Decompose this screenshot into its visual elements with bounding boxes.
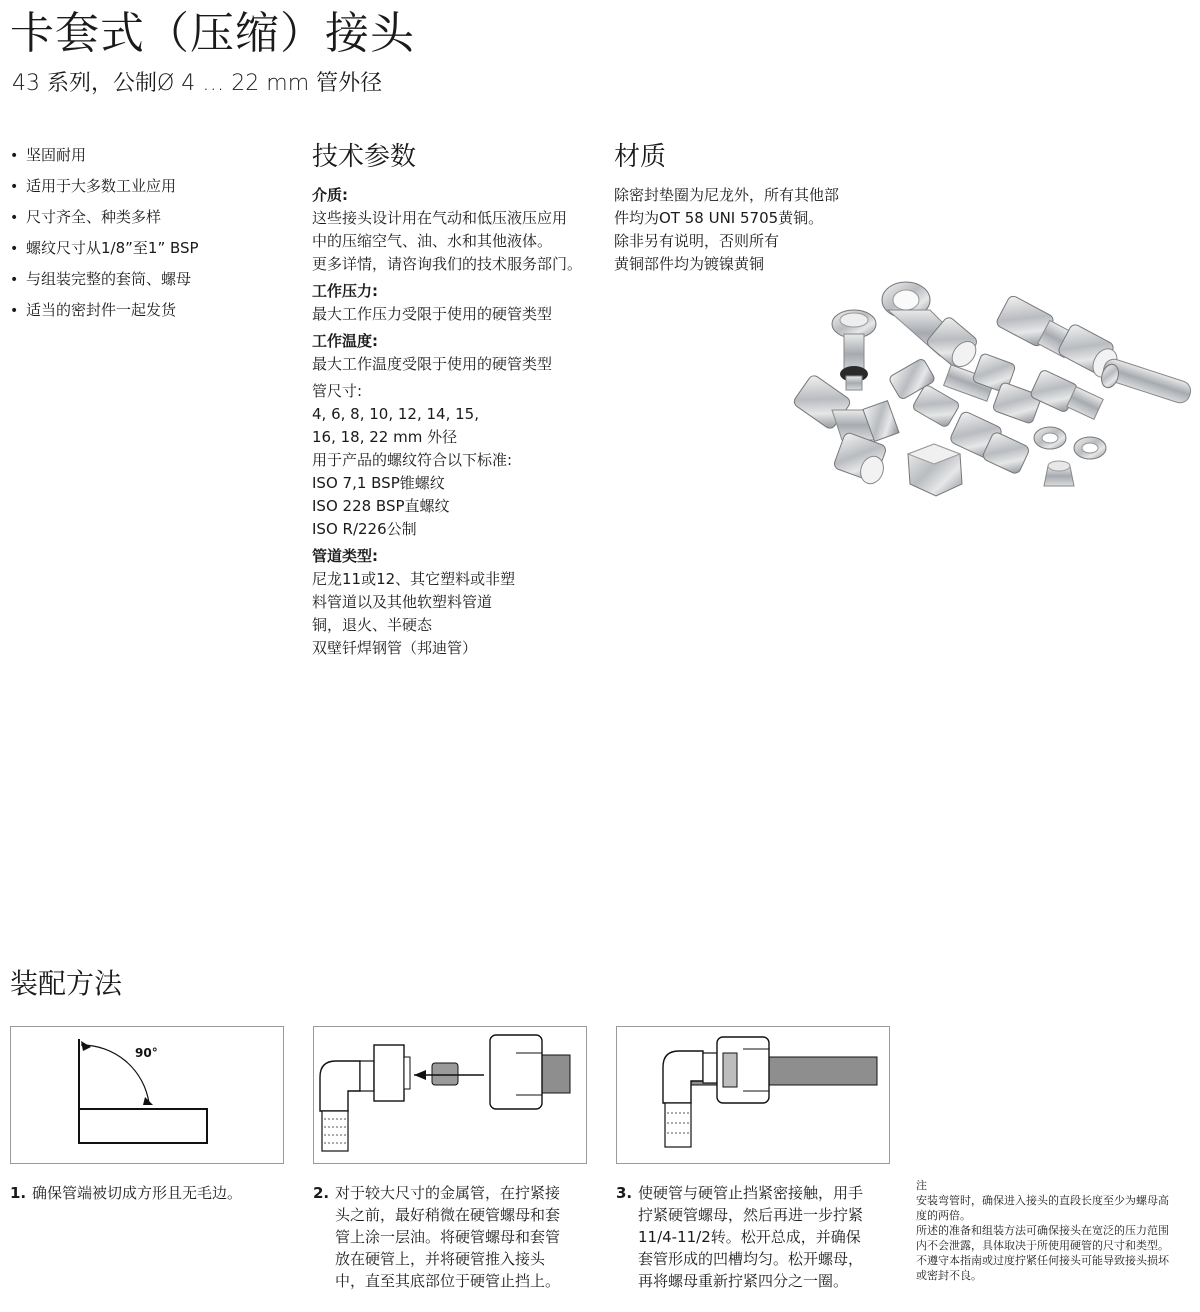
- page-subtitle: 43 系列，公制Ø 4 … 22 mm 管外径: [12, 71, 383, 96]
- fittings-product-photo: [780, 278, 1195, 518]
- male-stud-image: [1030, 369, 1104, 419]
- size-text: 16, 18, 22 mm 外径: [312, 428, 458, 446]
- size-text: 4, 6, 8, 10, 12, 14, 15,: [312, 405, 479, 423]
- thread-standard-text: ISO 228 BSP直螺纹: [312, 497, 450, 515]
- material-heading: 材质: [614, 142, 667, 172]
- step-text: 中，直至其底部位于硬管止挡上。: [335, 1272, 561, 1290]
- hex-nut-image: [908, 444, 962, 496]
- step-text: 头之前，最好稍微在硬管螺母和套: [335, 1206, 561, 1224]
- pipe-type-text: 尼龙11或12、其它塑料或非塑: [312, 570, 516, 588]
- assembly-heading: 装配方法: [10, 967, 123, 1000]
- step-text: 放在硬管上，并将硬管推入接头: [335, 1250, 546, 1268]
- step-text: 拧紧硬管螺母，然后再进一步拧紧: [638, 1206, 864, 1224]
- pressure-text: 最大工作压力受限于使用的硬管类型: [312, 305, 553, 323]
- pressure-label: 工作压力:: [312, 282, 378, 300]
- feature-item: • 适当的密封件一起发货: [10, 295, 199, 326]
- assembly-figure-2: [313, 1026, 587, 1164]
- note-section: [916, 1178, 1196, 1283]
- medium-label: 介质:: [312, 186, 348, 204]
- stem-adapter-image: [1099, 357, 1194, 406]
- step-text: 使硬管与硬管止挡紧密接触，用手: [638, 1184, 864, 1202]
- note-label: 注: [916, 1179, 927, 1192]
- step-text: 再将螺母重新拧紧四分之一圈。: [638, 1272, 849, 1290]
- size-text: 管尺寸:: [312, 382, 363, 400]
- step-number: 2.: [313, 1184, 330, 1202]
- temperature-label: 工作温度:: [312, 332, 378, 350]
- note-text: 所述的准备和组装方法可确保接头在宽泛的压力范围: [916, 1224, 1169, 1237]
- assembly-figure-1: [10, 1026, 284, 1164]
- feature-item: • 坚固耐用: [10, 140, 199, 171]
- feature-item: • 与组装完整的套筒、螺母: [10, 264, 199, 295]
- banjo-bolt-image: [832, 310, 876, 390]
- page-title: 卡套式（压缩）接头: [10, 8, 415, 59]
- thread-standard-text: ISO R/226公制: [312, 520, 417, 538]
- tech-specs-heading: 技术参数: [312, 142, 417, 172]
- thread-standard-text: 用于产品的螺纹符合以下标准:: [312, 451, 513, 469]
- tech-specs-section: [312, 140, 602, 660]
- note-text: 度的两倍。: [916, 1209, 971, 1222]
- feature-list: [10, 140, 199, 326]
- note-text: 不遵守本指南或过度拧紧任何接头可能导致接头损坏: [916, 1254, 1169, 1267]
- medium-text: 这些接头设计用在气动和低压液压应用: [312, 209, 568, 227]
- thread-standard-text: ISO 7,1 BSP锥螺纹: [312, 474, 445, 492]
- feature-item: • 螺纹尺寸从1/8”至1” BSP: [10, 233, 199, 264]
- step-text: 对于较大尺寸的金属管，在拧紧接: [335, 1184, 561, 1202]
- elbow-fitting-image: [882, 282, 981, 371]
- ferrule-rings-image: [1034, 427, 1106, 486]
- step-text: 确保管端被切成方形且无毛边。: [32, 1184, 243, 1202]
- pipe-type-label: 管道类型:: [312, 547, 378, 565]
- step-number: 1.: [10, 1184, 27, 1202]
- material-text: 除密封垫圈为尼龙外，所有其他部: [614, 186, 840, 204]
- square-cut-diagram: [11, 1027, 283, 1163]
- step-number: 3.: [616, 1184, 633, 1202]
- assembly-step-1: [10, 1182, 300, 1204]
- step-text: 管上涂一层油。将硬管螺母和套管: [335, 1228, 561, 1246]
- feature-item: • 适用于大多数工业应用: [10, 171, 199, 202]
- material-text: 件均为OT 58 UNI 5705黄铜。: [614, 209, 824, 227]
- pipe-type-text: 铜，退火、半硬态: [312, 616, 433, 634]
- nut-and-sleeve-diagram: [314, 1027, 586, 1163]
- note-text: 安装弯管时，确保进入接头的直段长度至少为螺母高: [916, 1194, 1169, 1207]
- assembly-step-3: [616, 1182, 906, 1292]
- assembly-step-2: [313, 1182, 603, 1292]
- pipe-type-text: 双壁钎焊钢管（邦迪管）: [312, 639, 478, 657]
- material-text: 除非另有说明，否则所有: [614, 232, 780, 250]
- note-text: 内不会泄露，具体取决于所使用硬管的尺寸和类型。: [916, 1239, 1169, 1252]
- large-tee-image: [792, 373, 899, 486]
- material-section: [614, 140, 874, 276]
- assembly-figure-3: [616, 1026, 890, 1164]
- tightening-diagram: [617, 1027, 889, 1163]
- feature-item: • 尺寸齐全、种类多样: [10, 202, 199, 233]
- note-text: 或密封不良。: [916, 1269, 982, 1282]
- step-text: 11/4-11/2转。松开总成，并确保: [638, 1228, 861, 1246]
- pipe-type-text: 料管道以及其他软塑料管道: [312, 593, 493, 611]
- angle-label: 90°: [135, 1046, 158, 1060]
- medium-text: 更多详情，请咨询我们的技术服务部门。: [312, 255, 583, 273]
- step-text: 套管形成的凹槽均匀。松开螺母，: [638, 1250, 864, 1268]
- temperature-text: 最大工作温度受限于使用的硬管类型: [312, 355, 553, 373]
- material-text: 黄铜部件均为镀镍黄铜: [614, 255, 765, 273]
- medium-text: 中的压缩空气、油、水和其他液体。: [312, 232, 553, 250]
